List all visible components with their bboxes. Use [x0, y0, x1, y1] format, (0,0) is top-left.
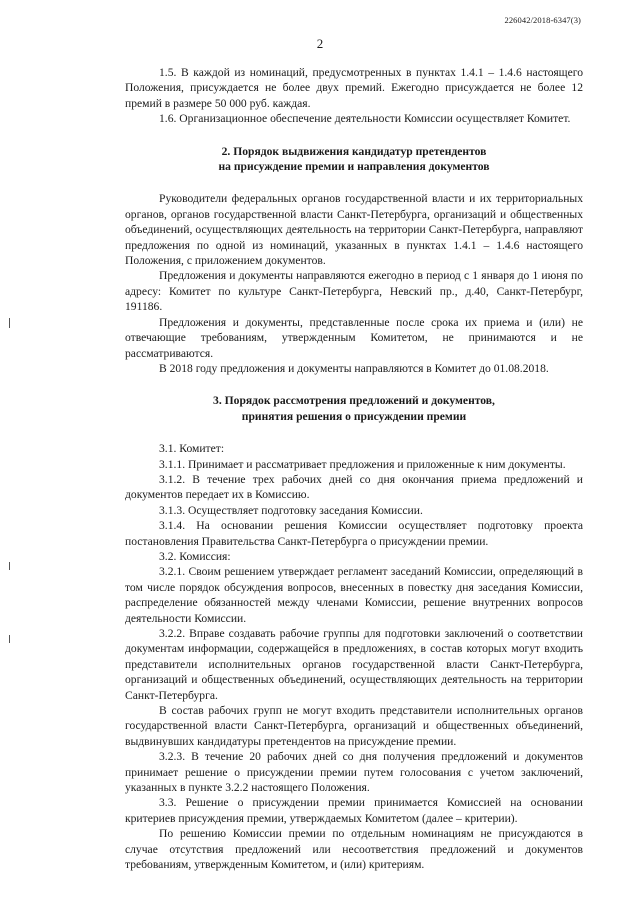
- paragraph-3-2-1: 3.2.1. Своим решением утверждает регламент заседаний Комиссии, определяющий в том числе порядок обсуждения вопросов, внесенных в повестку дня заседания Комиссии, распределение обязанностей между членами Комиссии, решение внутренних вопросов деятельности Комиссии.: [125, 565, 583, 625]
- paragraph-3-1-2: 3.1.2. В течение трех рабочих дней со дня окончания приема предложений и документов передает их в Комиссию.: [125, 472, 583, 502]
- section-2-title-line1: 2. Порядок выдвижения кандидатур претендентов: [221, 144, 487, 158]
- section-2-paragraph-4: В 2018 году предложения и документы направляются в Комитет до 01.08.2018.: [159, 361, 549, 375]
- section-3-title-line1: 3. Порядок рассмотрения предложений и документов,: [213, 394, 495, 408]
- section-3-title: [125, 393, 583, 424]
- document-id: 226042/2018-6347(3): [504, 15, 581, 25]
- paragraph-3-1-4: 3.1.4. На основании решения Комиссии осуществляет подготовку проекта постановления Правительства Санкт-Петербурга о присуждении премии.: [125, 519, 583, 548]
- section-2-title-line2: на присуждение премии и направления документов: [218, 160, 490, 174]
- page-number: 2: [316, 36, 324, 51]
- paragraph-3-2-2-continued: В состав рабочих групп не могут входить представители исполнительных органов государственной власти Санкт-Петербурга, организаций и общественных объединений, выдвинувших кандидатуры претендентов на присуждение премии.: [125, 704, 583, 748]
- paragraph-1-5: 1.5. В каждой из номинаций, предусмотренных в пунктах 1.4.1 – 1.4.6 настоящего Положения, присуждается не более двух премий. Ежегодно присуждается не более 12 премий в размере 50 000 руб. каждая.: [125, 66, 583, 110]
- scan-margin-mark: [9, 562, 10, 570]
- document-body: [125, 65, 583, 873]
- section-2-paragraph-2: Предложения и документы направляются ежегодно в период с 1 января до 1 июня по адресу: Комитет по культуре Санкт-Петербурга, Невский пр., д.40, Санкт-Петербург, 191186.: [125, 269, 583, 314]
- section-2-paragraph-3: Предложения и документы, представленные после срока их приема и (или) не отвечающие требованиям, утвержденным Комитетом, не принимаются и не рассматриваются.: [125, 315, 583, 360]
- paragraph-3-1-1: 3.1.1. Принимает и рассматривает предложения и приложенные к ним документы.: [159, 457, 566, 471]
- paragraph-3-3-continued: По решению Комиссии премии по отдельным номинациям не присуждаются в случае отсутствия предложений или несоответствия предложений и документов требованиям, утвержденным Комитетом, и (или) критериям.: [125, 827, 583, 872]
- paragraph-3-1-3: 3.1.3. Осуществляет подготовку заседания Комиссии.: [159, 503, 423, 517]
- paragraph-3-2-3: 3.2.3. В течение 20 рабочих дней со дня получения предложений и документов принимает решение о присуждении премии путем голосования с учетом заключений, указанных в пункте 3.2.2 настоящего Положения.: [125, 750, 583, 795]
- scan-margin-mark: [9, 318, 10, 328]
- scan-margin-mark: [9, 635, 10, 643]
- section-3-title-line2: принятия решения о присуждении премии: [241, 409, 467, 423]
- paragraph-3-1: 3.1. Комитет:: [159, 442, 225, 456]
- paragraph-1-6: 1.6. Организационное обеспечение деятельности Комиссии осуществляет Комитет.: [159, 112, 571, 126]
- paragraph-3-2-2: 3.2.2. Вправе создавать рабочие группы для подготовки заключений о соответствии документам информации, содержащейся в предложениях, в состав которых могут входить представители исполнительных органов государственной власти Санкт-Петербурга, организаций и общественных объединений, осуществляющих деятельность на территории Санкт-Петербурга.: [125, 627, 583, 702]
- paragraph-3-3: 3.3. Решение о присуждении премии принимается Комиссией на основании критериев присуждения премии, утверждаемых Комитетом (далее – критерии).: [125, 796, 583, 825]
- section-2-title: [125, 144, 583, 175]
- paragraph-3-2: 3.2. Комиссия:: [159, 549, 231, 563]
- section-2-paragraph-1: Руководители федеральных органов государственной власти и их территориальных органов, органов государственной власти Санкт-Петербурга, организаций и общественных объединений, осуществляющих деятельность на территории Санкт-Петербурга, направляют предложения по одной из номинаций, указанных в пунктах 1.4.1 – 1.4.6 настоящего Положения, с приложением документов.: [125, 192, 583, 268]
